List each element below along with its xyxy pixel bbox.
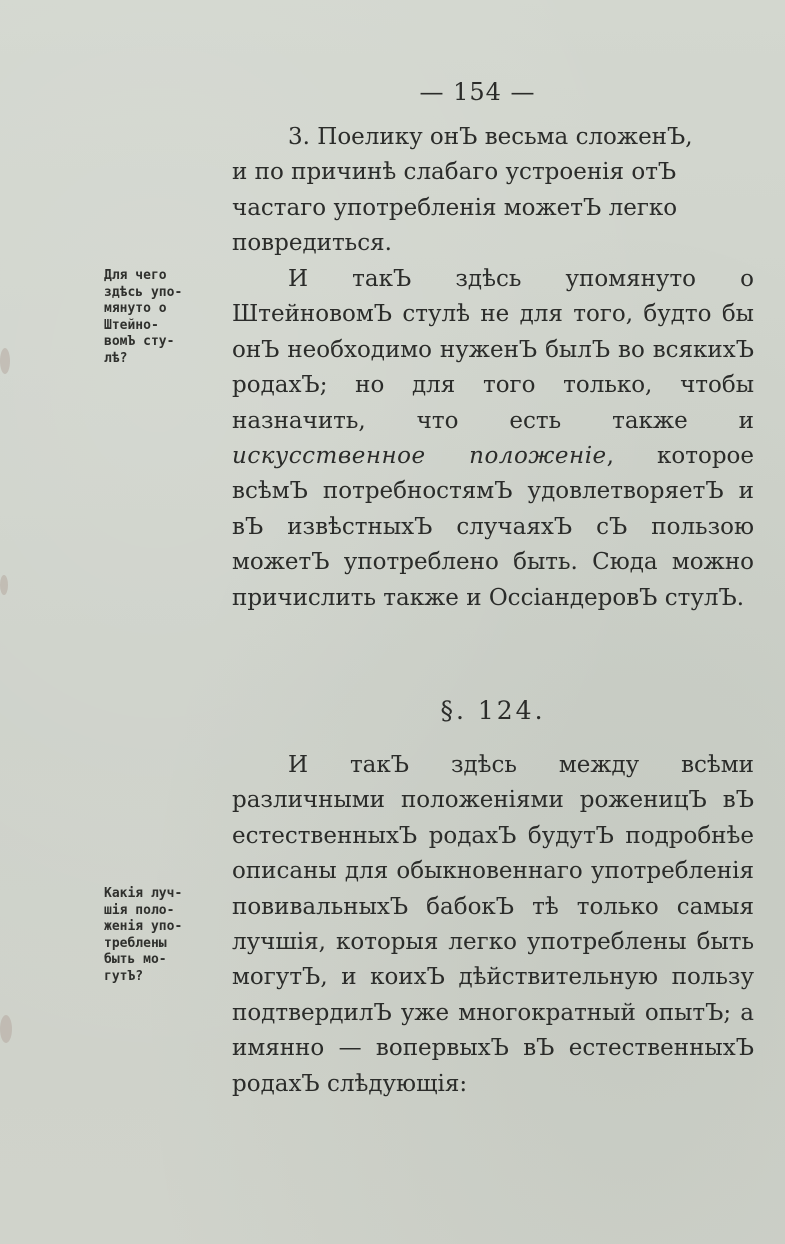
- text-span: И такЪ здѣсь упомянуто о ШтейновомЪ стулѣ не для того, будто бы онЪ необходимо нуженЪ былЪ во всякихЪ родахЪ; но для того только, чтобы назначить, что есть также и: [232, 266, 754, 434]
- margin-note-stein-chair: [104, 268, 222, 367]
- note-line: Для чего: [104, 268, 167, 283]
- note-line: женія упо-: [104, 919, 183, 934]
- section-heading: §. 124.: [440, 696, 546, 725]
- page-number: — 154 —: [419, 78, 536, 106]
- paper-stain: [0, 1015, 12, 1043]
- paragraph-stein-chair: [232, 262, 754, 616]
- note-line: здѣсь упо-: [104, 284, 183, 300]
- paper-stain: [0, 348, 10, 374]
- text-span: , которое всѣмЪ потребностямЪ удовлетворяетЪ и вЪ извѣстныхЪ случаяхЪ сЪ пользою можетЪ употреблено быть. Сюда можно причислить также и ОссіандеровЪ стулЪ.: [232, 443, 754, 611]
- paragraph-3: [232, 120, 754, 262]
- text-line: частаго употребленія можетЪ легко: [232, 194, 678, 221]
- note-line: вомЪ сту-: [104, 334, 175, 349]
- note-line: быть мо-: [104, 952, 167, 967]
- paper-stain: [0, 575, 8, 595]
- note-line: шія поло-: [104, 902, 175, 918]
- note-line: треблены: [104, 935, 167, 951]
- italic-term: искусственное положеніе: [232, 443, 607, 470]
- note-line: Какія луч-: [104, 886, 183, 901]
- note-line: лѣ?: [104, 350, 128, 366]
- margin-note-best-positions: [104, 886, 222, 985]
- note-line: Штейно-: [104, 317, 159, 333]
- paragraph-positions: [232, 748, 754, 1102]
- note-line: гутЪ?: [104, 968, 144, 984]
- note-line: мянуто о: [104, 301, 167, 316]
- text-line: и по причинѣ слабаго устроенія отЪ: [232, 159, 677, 186]
- text-line: повредиться.: [232, 230, 392, 257]
- text-block: И такЪ здѣсь между всѣми различными положеніями рожeницЪ вЪ естественныхЪ родахЪ будутЪ подробнѣе описаны для обыкновеннаго употребленія повивальныхЪ бабокЪ тѣ только самыя лучшія, которыя легко употреблены быть могутЪ, и коихЪ дѣйствительную пользу подтвердилЪ уже многократный опытЪ; а имянно — вопервыхЪ вЪ естественныхЪ родахЪ слѣдующія:: [232, 752, 754, 1097]
- text-line: 3. Поелику онЪ весьма сложенЪ,: [288, 124, 693, 150]
